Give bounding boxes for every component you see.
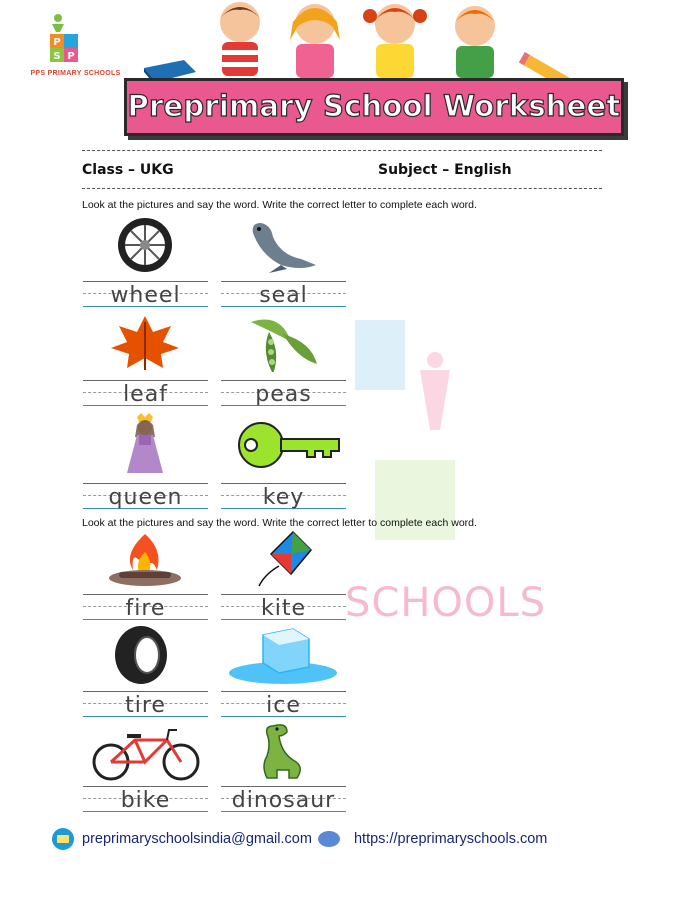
instruction-2: Look at the pictures and say the word. Write the correct letter to complete each word. bbox=[82, 517, 477, 529]
worksheet-banner bbox=[124, 78, 624, 136]
bicycle-icon bbox=[83, 722, 208, 782]
subject-label: Subject – English bbox=[378, 162, 512, 178]
footer bbox=[52, 828, 652, 852]
banner-title: Preprimary School Worksheet bbox=[127, 89, 621, 123]
kid-1 bbox=[220, 2, 260, 76]
kite-icon bbox=[221, 530, 346, 590]
logo-letter-2: P bbox=[67, 51, 75, 62]
globe-icon bbox=[318, 831, 340, 847]
logo-letter-1: P bbox=[53, 37, 61, 48]
ice-cube-icon bbox=[221, 625, 346, 685]
dinosaur-icon bbox=[221, 722, 346, 782]
peas-icon bbox=[221, 312, 346, 372]
traced-word: kite bbox=[260, 596, 306, 621]
traced-word: peas bbox=[255, 382, 312, 407]
logo-text: PPS PRIMARY SCHOOLS bbox=[30, 70, 121, 77]
divider-top bbox=[82, 150, 602, 151]
traced-word: bike bbox=[120, 788, 171, 813]
instruction-1: Look at the pictures and say the word. Write the correct letter to complete each word. bbox=[82, 199, 477, 211]
kid-2 bbox=[290, 4, 340, 78]
watermark-text: SCHOOLS bbox=[345, 580, 547, 626]
leaf-icon bbox=[83, 312, 208, 372]
traced-word: tire bbox=[125, 693, 166, 718]
footer-website[interactable]: https://preprimaryschools.com bbox=[353, 831, 548, 847]
traced-word: wheel bbox=[110, 283, 181, 308]
pps-logo bbox=[28, 10, 123, 80]
traced-word: key bbox=[262, 485, 305, 510]
traced-word: fire bbox=[125, 596, 166, 621]
class-label: Class – UKG bbox=[82, 162, 174, 178]
traced-word: queen bbox=[108, 485, 183, 510]
seal-icon bbox=[221, 215, 346, 275]
traced-word: ice bbox=[266, 693, 301, 718]
kid-3 bbox=[363, 4, 427, 78]
divider-bottom bbox=[82, 188, 602, 189]
footer-email[interactable]: preprimaryschoolsindia@gmail.com bbox=[82, 831, 312, 847]
kid-4 bbox=[455, 6, 495, 78]
wheel-icon bbox=[83, 215, 208, 275]
traced-word: seal bbox=[259, 283, 308, 308]
logo-letter-3: S bbox=[53, 51, 61, 62]
kids-illustration bbox=[200, 0, 580, 82]
traced-word: leaf bbox=[123, 382, 168, 407]
campfire-icon bbox=[83, 530, 208, 590]
key-icon bbox=[221, 413, 346, 473]
queen-icon bbox=[83, 413, 208, 473]
traced-word: dinosaur bbox=[231, 788, 336, 813]
email-icon bbox=[52, 828, 74, 850]
tire-icon bbox=[83, 625, 208, 685]
